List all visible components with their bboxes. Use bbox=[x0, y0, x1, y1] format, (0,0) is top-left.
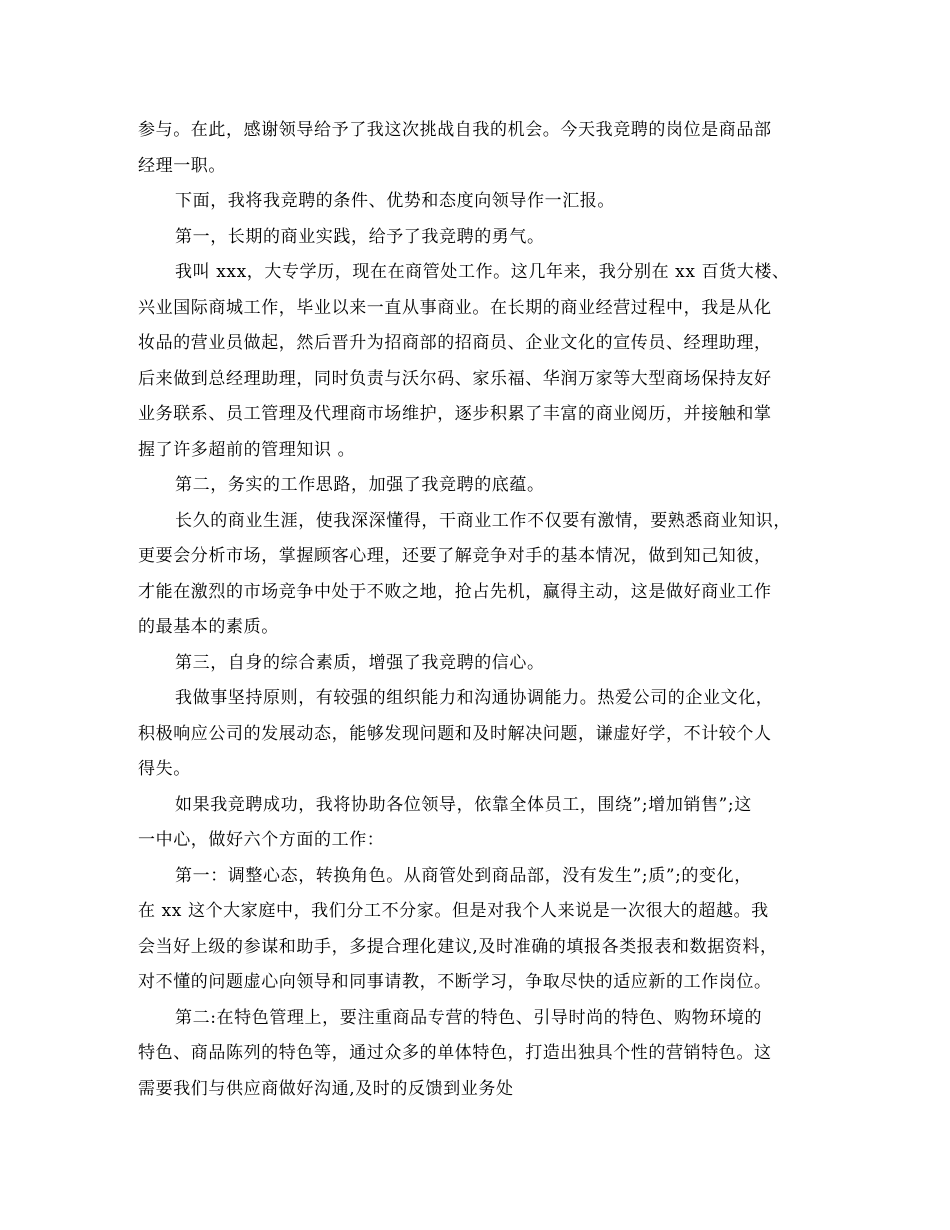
line-text: 下面，我将我竞聘的条件、优势和态度向领导作一汇报。 bbox=[175, 191, 615, 211]
line-text: 长久的商业生涯，使我深深懂得，干商业工作不仅要有激情，要熟悉商业知识， bbox=[175, 510, 791, 531]
line-text: 后来做到总经理助理，同时负责与沃尔码、家乐福、华润万家等大型商场保持友好 bbox=[138, 368, 772, 389]
line-text: 如果我竞聘成功，我将协助各位领导，依靠全体员工，围绕”;增加销售”;这 bbox=[175, 794, 752, 815]
line-text: 业务联系、员工管理及代理商市场维护，逐步积累了丰富的商业阅历，并接触和掌 bbox=[138, 404, 772, 424]
line-text: 第一：调整心态，转换角色。从商管处到商品部，没有发生”;质”;的变化， bbox=[175, 865, 752, 886]
text-line bbox=[138, 859, 818, 895]
text-line bbox=[138, 255, 818, 291]
line-text: 第二，务实的工作思路，加强了我竞聘的底蕴。 bbox=[175, 475, 545, 495]
line-text: 积极响应公司的发展动态，能够发现问题和及时解决问题，谦虚好学，不计较个人 bbox=[138, 723, 772, 744]
text-line bbox=[138, 1072, 818, 1108]
line-text: 兴业国际商城工作，毕业以来一直从事商业。在长期的商业经营过程中，我是从化 bbox=[138, 297, 772, 318]
document-body bbox=[138, 113, 818, 1107]
text-line bbox=[138, 752, 818, 788]
line-text: 第一，长期的商业实践，给予了我竞聘的勇气。 bbox=[175, 226, 545, 247]
text-line bbox=[138, 113, 818, 149]
text-line bbox=[138, 1036, 818, 1072]
line-text: 对不懂的问题虚心向领导和同事请教，不断学习，争取尽快的适应新的工作岗位。 bbox=[138, 972, 772, 992]
line-text: 第二:在特色管理上，要注重商品专营的特色、引导时尚的特色、购物环境的 bbox=[175, 1007, 763, 1028]
text-line bbox=[138, 575, 818, 611]
text-line bbox=[138, 965, 818, 1001]
text-line bbox=[138, 681, 818, 717]
text-line bbox=[138, 894, 818, 930]
line-text: 特色、商品陈列的特色等，通过众多的单体特色，打造出独具个性的营销特色。这 bbox=[138, 1043, 772, 1063]
line-text: 第三，自身的综合素质，增强了我竞聘的信心。 bbox=[175, 652, 545, 673]
text-line bbox=[138, 1001, 818, 1037]
text-line bbox=[138, 539, 818, 575]
line-text: 需要我们与供应商做好沟通,及时的反馈到业务处 bbox=[138, 1078, 514, 1099]
text-line bbox=[138, 397, 818, 433]
text-line bbox=[138, 326, 818, 362]
line-text: 在 xx 这个大家庭中，我们分工不分家。但是对我个人来说是一次很大的超越。我 bbox=[138, 901, 769, 921]
text-line bbox=[138, 468, 818, 504]
line-text: 妆品的营业员做起，然后晋升为招商部的招商员、企业文化的宣传员、经理助理， bbox=[138, 333, 772, 353]
line-text: 的最基本的素质。 bbox=[138, 617, 279, 637]
text-line bbox=[138, 788, 818, 824]
text-line bbox=[138, 433, 818, 469]
line-text: 得失。 bbox=[138, 759, 191, 779]
text-line bbox=[138, 220, 818, 256]
text-line bbox=[138, 149, 818, 185]
line-text: 更要会分析市场，掌握顾客心理，还要了解竞争对手的基本情况，做到知己知彼， bbox=[138, 546, 772, 566]
line-text: 参与。在此，感谢领导给予了我这次挑战自我的机会。今天我竞聘的岗位是商品部 bbox=[138, 120, 772, 140]
text-line bbox=[138, 184, 818, 220]
text-line bbox=[138, 930, 818, 966]
text-line bbox=[138, 504, 818, 540]
line-text: 我叫 xxx，大专学历，现在在商管处工作。这几年来，我分别在 xx 百货大楼、 bbox=[175, 262, 790, 282]
text-line bbox=[138, 823, 818, 859]
line-text: 一中心，做好六个方面的工作： bbox=[138, 830, 385, 850]
text-line bbox=[138, 291, 818, 327]
text-line bbox=[138, 610, 818, 646]
text-line bbox=[138, 717, 818, 753]
line-text: 会当好上级的参谋和助手，多提合理化建议,及时准确的填报各类报表和数据资料， bbox=[138, 936, 778, 957]
line-text: 才能在激烈的市场竞争中处于不败之地，抢占先机，赢得主动，这是做好商业工作 bbox=[138, 581, 772, 602]
line-text: 我做事坚持原则，有较强的组织能力和沟通协调能力。热爱公司的企业文化， bbox=[175, 688, 774, 708]
text-line bbox=[138, 362, 818, 398]
text-line bbox=[138, 646, 818, 682]
line-text: 经理一职。 bbox=[138, 155, 226, 176]
line-text: 握了许多超前的管理知识 。 bbox=[138, 439, 356, 460]
